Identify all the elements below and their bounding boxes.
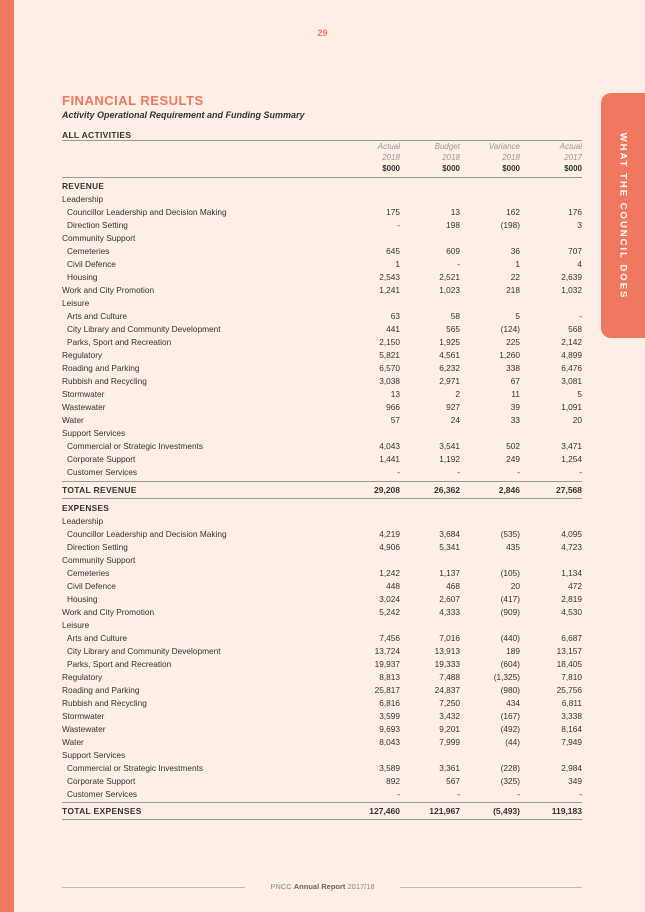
table-row (62, 632, 582, 645)
table-row (62, 466, 582, 479)
row-value: 18,405 (556, 659, 582, 669)
row-value: - (517, 467, 520, 477)
row-value: 3,361 (439, 763, 460, 773)
row-value: 707 (568, 246, 582, 256)
row-label: Wastewater (62, 402, 106, 412)
row-label: Parks, Sport and Recreation (67, 337, 172, 347)
row-value: 2,521 (439, 272, 460, 282)
row-value: (909) (500, 607, 520, 617)
row-value: 6,687 (561, 633, 582, 643)
row-label: Stormwater (62, 389, 105, 399)
row-label: Commercial or Strategic Investments (67, 763, 204, 773)
row-value: 1,441 (379, 454, 400, 464)
row-value: (44) (505, 737, 520, 747)
total-expenses-label: TOTAL EXPENSES (62, 806, 142, 816)
total-revenue-value: 2,846 (498, 485, 520, 495)
table-row (62, 206, 582, 219)
row-value: - (579, 789, 582, 799)
table-row (62, 310, 582, 323)
table-row (62, 336, 582, 349)
table-row (62, 554, 582, 567)
row-value: 24 (450, 415, 460, 425)
row-value: - (457, 467, 460, 477)
total-expenses-value: 119,183 (551, 806, 582, 816)
row-value: 7,949 (561, 737, 582, 747)
row-value: 1,254 (561, 454, 582, 464)
row-value: 13 (390, 389, 400, 399)
revenue-table (62, 180, 582, 479)
row-value: 162 (506, 207, 520, 217)
row-value: 1 (395, 259, 400, 269)
row-value: 22 (510, 272, 520, 282)
row-value: 2,971 (439, 376, 460, 386)
row-value: 63 (390, 311, 400, 321)
row-value: 7,999 (439, 737, 460, 747)
page-number: 29 (317, 28, 328, 38)
row-label: Leadership (62, 194, 104, 204)
row-value: - (579, 467, 582, 477)
row-value: - (517, 789, 520, 799)
row-value: 36 (510, 246, 520, 256)
row-value: (1,325) (493, 672, 520, 682)
side-tab-label: WHAT THE COUNCIL DOES (617, 132, 629, 299)
row-value: 468 (446, 581, 460, 591)
row-label: Support Services (62, 428, 126, 438)
row-value: 568 (568, 324, 582, 334)
column-header-actual-2018: Actual 2018 $000 (377, 142, 400, 173)
total-expenses-value: 127,460 (369, 806, 400, 816)
row-label: Leadership (62, 516, 104, 526)
row-value: 4,043 (379, 441, 400, 451)
row-value: 218 (506, 285, 520, 295)
row-value: 609 (446, 246, 460, 256)
table-row (62, 697, 582, 710)
table-row (62, 193, 582, 206)
table-row (62, 541, 582, 554)
row-value: 966 (386, 402, 400, 412)
row-value: 2 (455, 389, 460, 399)
table-row (62, 440, 582, 453)
row-value: 5,242 (379, 607, 400, 617)
row-value: 3,432 (439, 711, 460, 721)
row-value: 7,810 (561, 672, 582, 682)
row-value: 3 (577, 220, 582, 230)
row-value: 198 (446, 220, 460, 230)
table-row (62, 414, 582, 427)
side-section-tab (601, 93, 645, 338)
row-value: 2,819 (561, 594, 582, 604)
table-row (62, 723, 582, 736)
row-value: (325) (500, 776, 520, 786)
table-row (62, 606, 582, 619)
row-value: 19,937 (374, 659, 400, 669)
table-row (62, 762, 582, 775)
table-row (62, 297, 582, 310)
row-value: 4,906 (379, 542, 400, 552)
row-value: 7,488 (439, 672, 460, 682)
row-label: City Library and Community Development (67, 646, 221, 656)
row-value: 1 (515, 259, 520, 269)
table-row (62, 775, 582, 788)
header-rule (62, 177, 582, 178)
row-value: 1,242 (379, 568, 400, 578)
row-label: Housing (67, 272, 98, 282)
table-row (62, 736, 582, 749)
table-row (62, 453, 582, 466)
row-value: (980) (500, 685, 520, 695)
row-value: 2,639 (561, 272, 582, 282)
row-label: Arts and Culture (67, 311, 127, 321)
row-value: 3,471 (561, 441, 582, 451)
row-label: Rubbish and Recycling (62, 376, 147, 386)
page-subtitle: Activity Operational Requirement and Funding Summary (62, 110, 305, 120)
revenue-heading: REVENUE (62, 181, 105, 191)
row-label: Corporate Support (67, 454, 136, 464)
row-value: 5 (515, 311, 520, 321)
row-value: 1,091 (561, 402, 582, 412)
row-value: (440) (500, 633, 520, 643)
row-value: 3,038 (379, 376, 400, 386)
row-value: 567 (446, 776, 460, 786)
total-revenue-value: 27,568 (556, 485, 582, 495)
row-value: - (397, 220, 400, 230)
row-label: Civil Defence (67, 581, 116, 591)
row-label: Arts and Culture (67, 633, 127, 643)
row-label: Parks, Sport and Recreation (67, 659, 172, 669)
table-row (62, 567, 582, 580)
row-label: Water (62, 737, 84, 747)
table-row (62, 580, 582, 593)
table-row (62, 710, 582, 723)
column-header-budget-2018: Budget 2018 $000 (434, 142, 460, 173)
row-value: (604) (500, 659, 520, 669)
row-value: - (397, 467, 400, 477)
row-value: 8,813 (379, 672, 400, 682)
row-value: 6,811 (561, 698, 582, 708)
table-row (62, 401, 582, 414)
table-row (62, 258, 582, 271)
row-value: 338 (506, 363, 520, 373)
row-label: Support Services (62, 750, 126, 760)
row-value: 13,157 (556, 646, 582, 656)
row-value: 441 (386, 324, 400, 334)
table-row (62, 362, 582, 375)
left-accent-bar (0, 0, 14, 912)
row-label: Wastewater (62, 724, 106, 734)
row-value: (417) (500, 594, 520, 604)
row-label: Customer Services (67, 467, 138, 477)
row-label: Commercial or Strategic Investments (67, 441, 204, 451)
table-row (62, 671, 582, 684)
row-value: 2,543 (379, 272, 400, 282)
row-value: 4 (577, 259, 582, 269)
row-value: 434 (506, 698, 520, 708)
row-value: 189 (506, 646, 520, 656)
row-value: (228) (500, 763, 520, 773)
row-label: Corporate Support (67, 776, 136, 786)
row-value: (535) (500, 529, 520, 539)
total-expenses-row (62, 802, 582, 820)
row-value: 57 (390, 415, 400, 425)
row-value: 502 (506, 441, 520, 451)
table-row (62, 658, 582, 671)
row-value: 13,913 (434, 646, 460, 656)
row-value: 2,150 (379, 337, 400, 347)
row-value: 3,684 (439, 529, 460, 539)
row-value: 3,081 (561, 376, 582, 386)
row-label: City Library and Community Development (67, 324, 221, 334)
row-label: Customer Services (67, 789, 138, 799)
row-label: Community Support (62, 555, 136, 565)
row-label: Cemeteries (67, 246, 110, 256)
row-value: 176 (568, 207, 582, 217)
row-value: 8,164 (561, 724, 582, 734)
footer (0, 882, 645, 891)
table-row (62, 232, 582, 245)
row-value: 225 (506, 337, 520, 347)
table-row (62, 271, 582, 284)
revenue-heading-row (62, 180, 582, 193)
row-value: 6,476 (561, 363, 582, 373)
table-row (62, 284, 582, 297)
total-revenue-label: TOTAL REVENUE (62, 485, 137, 495)
row-value: 3,541 (439, 441, 460, 451)
row-value: 58 (450, 311, 460, 321)
row-value: 4,899 (561, 350, 582, 360)
row-label: Cemeteries (67, 568, 110, 578)
row-value: 5 (577, 389, 582, 399)
table-row (62, 619, 582, 632)
row-label: Roading and Parking (62, 363, 140, 373)
row-value: 20 (572, 415, 582, 425)
row-value: 8,043 (379, 737, 400, 747)
row-value: 67 (510, 376, 520, 386)
row-value: 3,024 (379, 594, 400, 604)
row-value: 175 (386, 207, 400, 217)
row-value: (124) (500, 324, 520, 334)
row-value: 39 (510, 402, 520, 412)
footer-year: 2017/18 (347, 882, 375, 891)
row-label: Work and City Promotion (62, 285, 155, 295)
row-label: Work and City Promotion (62, 607, 155, 617)
table-row (62, 388, 582, 401)
row-value: 7,456 (379, 633, 400, 643)
row-value: 5,821 (379, 350, 400, 360)
column-header-variance-2018: Variance 2018 $000 (488, 142, 520, 173)
table-row (62, 749, 582, 762)
footer-report: Annual Report (293, 882, 346, 891)
total-revenue-value: 26,362 (434, 485, 460, 495)
expenses-heading-row (62, 502, 582, 515)
row-value: 1,260 (499, 350, 520, 360)
row-value: - (579, 311, 582, 321)
row-value: 1,032 (561, 285, 582, 295)
row-value: 448 (386, 581, 400, 591)
row-label: Regulatory (62, 350, 103, 360)
row-value: 25,756 (556, 685, 582, 695)
row-value: - (457, 789, 460, 799)
row-value: 1,023 (439, 285, 460, 295)
table-row (62, 323, 582, 336)
row-value: 20 (510, 581, 520, 591)
row-label: Councillor Leadership and Decision Making (67, 207, 227, 217)
row-label: Rubbish and Recycling (62, 698, 147, 708)
row-value: 2,984 (561, 763, 582, 773)
table-row (62, 245, 582, 258)
row-value: 6,570 (379, 363, 400, 373)
row-value: 4,333 (439, 607, 460, 617)
row-value: 4,723 (561, 542, 582, 552)
table-row (62, 219, 582, 232)
row-label: Stormwater (62, 711, 105, 721)
table-row (62, 684, 582, 697)
table-row (62, 349, 582, 362)
section-label: ALL ACTIVITIES (62, 130, 132, 140)
row-value: 435 (506, 542, 520, 552)
row-value: 33 (510, 415, 520, 425)
row-value: 6,816 (379, 698, 400, 708)
row-value: (198) (500, 220, 520, 230)
row-label: Direction Setting (67, 542, 128, 552)
row-value: 4,530 (561, 607, 582, 617)
row-value: 1,192 (439, 454, 460, 464)
row-label: Direction Setting (67, 220, 128, 230)
row-value: 19,333 (434, 659, 460, 669)
expenses-table (62, 502, 582, 801)
row-value: 24,837 (434, 685, 460, 695)
page-title: FINANCIAL RESULTS (62, 93, 204, 108)
footer-org: PNCC (270, 882, 292, 891)
row-value: 1,134 (561, 568, 582, 578)
row-value: 565 (446, 324, 460, 334)
total-revenue-value: 29,208 (374, 485, 400, 495)
table-row (62, 427, 582, 440)
row-value: 3,589 (379, 763, 400, 773)
table-row (62, 788, 582, 801)
row-value: (167) (500, 711, 520, 721)
row-value: 4,561 (439, 350, 460, 360)
row-value: 927 (446, 402, 460, 412)
row-value: 2,607 (439, 594, 460, 604)
row-value: 7,016 (439, 633, 460, 643)
column-header-actual-2017: Actual 2017 $000 (559, 142, 582, 173)
row-label: Water (62, 415, 84, 425)
row-value: 25,817 (374, 685, 400, 695)
row-label: Leisure (62, 298, 90, 308)
row-value: 349 (568, 776, 582, 786)
total-expenses-value: 121,967 (429, 806, 460, 816)
row-value: 1,241 (379, 285, 400, 295)
row-value: 9,693 (379, 724, 400, 734)
row-label: Community Support (62, 233, 136, 243)
row-value: 645 (386, 246, 400, 256)
row-value: 472 (568, 581, 582, 591)
row-value: 13,724 (374, 646, 400, 656)
row-value: 11 (511, 389, 520, 399)
row-label: Roading and Parking (62, 685, 140, 695)
row-value: - (397, 789, 400, 799)
table-row (62, 515, 582, 528)
row-value: - (457, 259, 460, 269)
row-label: Housing (67, 594, 98, 604)
table-row (62, 528, 582, 541)
row-value: 2,142 (561, 337, 582, 347)
row-value: 892 (386, 776, 400, 786)
total-expenses-value: (5,493) (493, 806, 520, 816)
row-value: 1,137 (439, 568, 460, 578)
table-row (62, 375, 582, 388)
row-value: 4,219 (379, 529, 400, 539)
row-value: (105) (500, 568, 520, 578)
row-label: Regulatory (62, 672, 103, 682)
row-value: 1,925 (439, 337, 460, 347)
total-revenue-row (62, 481, 582, 499)
row-label: Councillor Leadership and Decision Making (67, 529, 227, 539)
row-value: 7,250 (439, 698, 460, 708)
expenses-heading: EXPENSES (62, 503, 110, 513)
row-value: 3,338 (561, 711, 582, 721)
row-label: Civil Defence (67, 259, 116, 269)
row-value: (492) (500, 724, 520, 734)
row-value: 5,341 (439, 542, 460, 552)
row-value: 9,201 (439, 724, 460, 734)
row-value: 249 (506, 454, 520, 464)
row-value: 4,095 (561, 529, 582, 539)
row-value: 3,599 (379, 711, 400, 721)
table-row (62, 593, 582, 606)
row-value: 13 (450, 207, 460, 217)
row-label: Leisure (62, 620, 90, 630)
row-value: 6,232 (439, 363, 460, 373)
table-row (62, 645, 582, 658)
